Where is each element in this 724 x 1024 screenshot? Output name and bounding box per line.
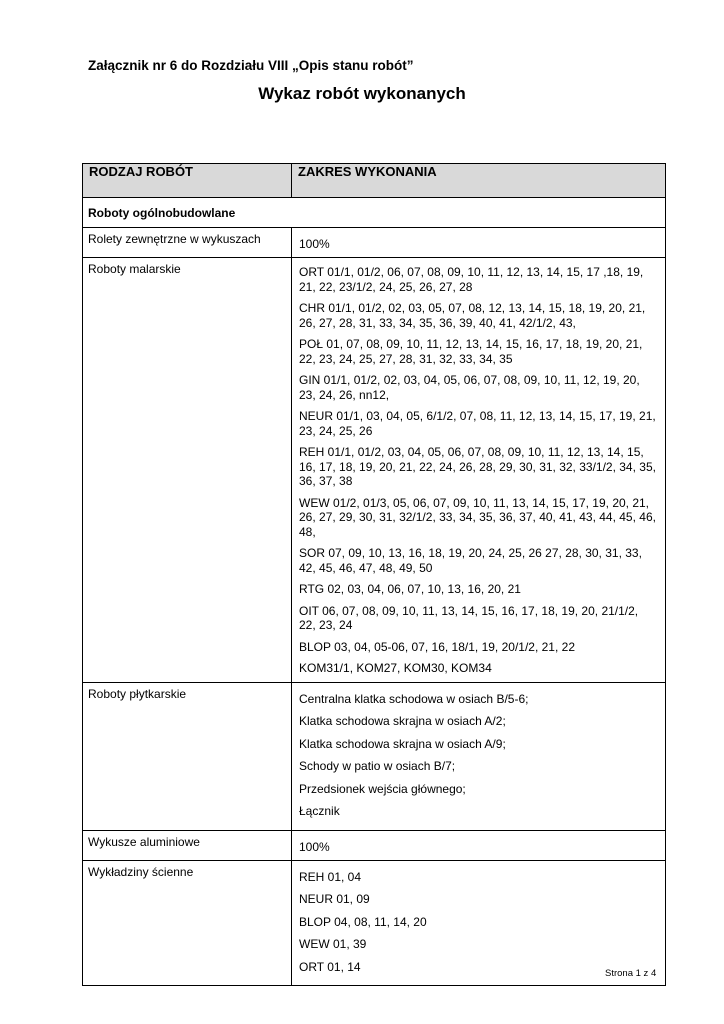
work-type-cell: Rolety zewnętrzne w wykuszach — [83, 228, 292, 258]
scope-entry: NEUR 01, 09 — [299, 892, 370, 906]
works-table — [82, 163, 666, 986]
scope-entry: GIN 01/1, 01/2, 02, 03, 04, 05, 06, 07, 08, 09, 10, 11, 12, 19, 20, 23, 24, 26, nn12, — [299, 373, 640, 402]
scope-entry: KOM31/1, KOM27, KOM30, KOM34 — [299, 661, 492, 675]
scope-entry: Klatka schodowa skrajna w osiach A/2; — [299, 714, 506, 728]
scope-entry: ORT 01, 14 — [299, 959, 361, 974]
scope-entry: REH 01, 04 — [299, 869, 362, 884]
table-row — [83, 228, 666, 258]
table-row — [83, 860, 666, 986]
scope-entry: 100% — [299, 839, 330, 854]
scope-entry: OIT 06, 07, 08, 09, 10, 11, 13, 14, 15, 16, 17, 18, 19, 20, 21/1/2, 22, 23, 24 — [299, 603, 639, 632]
work-type-cell: Roboty płytkarskie — [83, 682, 292, 830]
attachment-line: Załącznik nr 6 do Rozdziału VIII „Opis stanu robót” — [88, 58, 414, 73]
scope-entry: CHR 01/1, 01/2, 02, 03, 05, 07, 08, 12, 13, 14, 15, 18, 19, 20, 21, 26, 27, 28, 31, 33, 34, 35, 36, 39, 40, 41, 42/1/2, 43, — [299, 301, 646, 330]
page-title: Wykaz robót wykonanych — [258, 84, 466, 103]
scope-cell — [292, 682, 666, 830]
scope-entry: 100% — [299, 237, 330, 251]
scope-entry: Schody w patio w osiach B/7; — [299, 759, 456, 773]
scope-entry: BLOP 03, 04, 05-06, 07, 16, 18/1, 19, 20/1/2, 21, 22 — [299, 639, 575, 654]
scope-entry: BLOP 04, 08, 11, 14, 20 — [299, 914, 427, 929]
scope-entry: NEUR 01/1, 03, 04, 05, 6/1/2, 07, 08, 11, 12, 13, 14, 15, 17, 19, 21, 23, 24, 25, 26 — [299, 409, 656, 438]
scope-entry: WEW 01, 39 — [299, 937, 367, 951]
work-type-cell: Wykusze aluminiowe — [83, 830, 292, 860]
scope-cell — [292, 228, 666, 258]
scope-entry: WEW 01/2, 01/3, 05, 06, 07, 09, 10, 11, 13, 14, 15, 17, 19, 20, 21, 26, 27, 29, 30, 31, 32/1/2, 33, 34, 35, 36, 37, 40, 41, 43, 44, 45, 46, 48, — [299, 495, 656, 539]
scope-entry: Klatka schodowa skrajna w osiach A/9; — [299, 736, 506, 751]
scope-cell — [292, 830, 666, 860]
section-title: Roboty ogólnobudowlane — [83, 198, 666, 228]
column-header-work-type: RODZAJ ROBÓT — [83, 164, 292, 198]
scope-entry: Centralna klatka schodowa w osiach B/5-6; — [299, 691, 529, 706]
work-type-cell: Roboty malarskie — [83, 258, 292, 683]
column-header-scope: ZAKRES WYKONANIA — [292, 164, 666, 198]
table-row — [83, 258, 666, 683]
scope-entry: SOR 07, 09, 10, 13, 16, 18, 19, 20, 24, 25, 26 27, 28, 30, 31, 33, 42, 45, 46, 47, 48, 49, 50 — [299, 546, 642, 575]
scope-entry: Przedsionek wejścia głównego; — [299, 781, 466, 796]
table-row — [83, 830, 666, 860]
table-row — [83, 682, 666, 830]
scope-entry: ORT 01/1, 01/2, 06, 07, 08, 09, 10, 11, 12, 13, 14, 15, 17 ,18, 19, 21, 22, 23/1/2, 24, 25, 26, 27, 28 — [299, 265, 644, 294]
scope-entry: POŁ 01, 07, 08, 09, 10, 11, 12, 13, 14, 15, 16, 17, 18, 19, 20, 21, 22, 23, 24, 25, 27, 28, 31, 32, 33, 34, 35 — [299, 337, 643, 366]
table-header-row — [83, 164, 666, 198]
scope-cell — [292, 258, 666, 683]
section-row — [83, 198, 666, 228]
work-type-cell: Wykładziny ścienne — [83, 860, 292, 986]
scope-entry: Łącznik — [299, 804, 340, 818]
page-number: Strona 1 z 4 — [605, 968, 657, 979]
scope-cell — [292, 860, 666, 986]
scope-entry: REH 01/1, 01/2, 03, 04, 05, 06, 07, 08, 09, 10, 11, 12, 13, 14, 15, 16, 17, 18, 19, 20, 21, 22, 24, 26, 28, 29, 30, 31, 32, 33/1/2, 34, 35, 36, 37, 38 — [299, 445, 656, 488]
scope-entry: RTG 02, 03, 04, 06, 07, 10, 13, 16, 20, 21 — [299, 582, 521, 596]
